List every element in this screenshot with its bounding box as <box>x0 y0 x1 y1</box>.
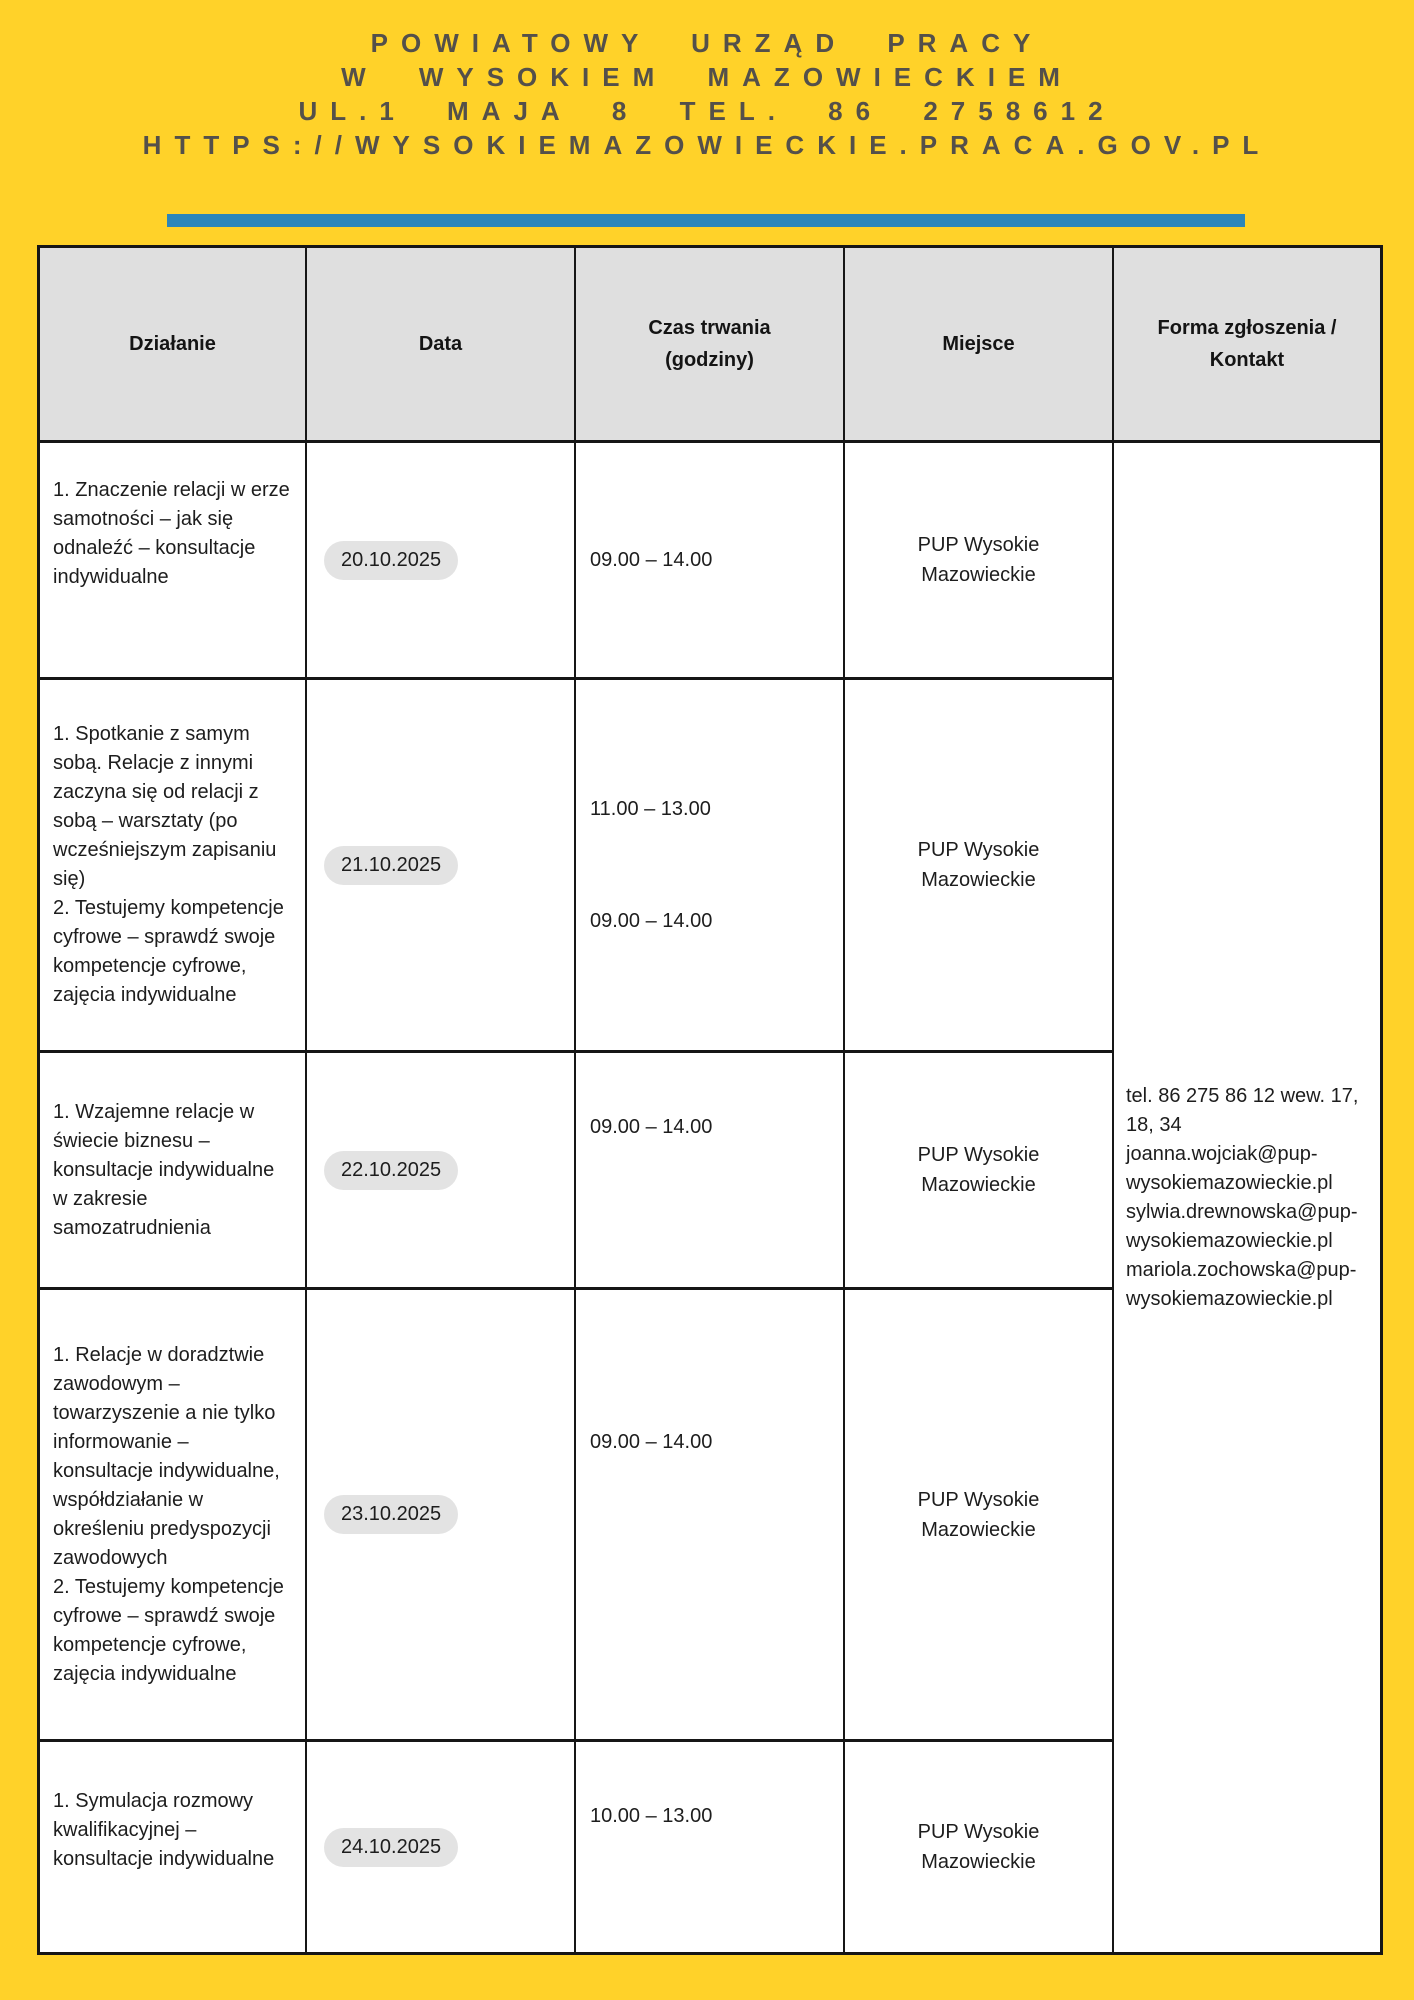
place-value: PUP Wysokie Mazowieckie <box>917 1488 1040 1541</box>
column-header-label: Działanie <box>129 333 216 355</box>
time-value: 09.00 – 14.00 <box>590 1115 713 1138</box>
time-stack <box>590 1113 843 1142</box>
time-value: 09.00 – 14.00 <box>590 548 713 571</box>
time-cell-row-4 <box>576 1290 845 1742</box>
column-header-miejsce <box>845 248 1114 443</box>
activity-text: 1. Wzajemne relacje w świecie biznesu – konsultacje indywidualne w zakresie samozatrudnienia <box>53 1100 275 1239</box>
masthead <box>0 26 1414 162</box>
place-cell-row-5 <box>845 1742 1114 1952</box>
date-pill: 22.10.2025 <box>324 1151 458 1190</box>
place-value: PUP Wysokie Mazowieckie <box>917 1144 1040 1196</box>
date-pill: 24.10.2025 <box>324 1828 458 1867</box>
activity-text: 1. Relacje w doradztwie zawodowym – towarzyszenie a nie tylko informowanie – konsultacje indywidualne, współdziałanie w określeniu predyspozycji zawodowych 2. Testujemy kompetencje cyfrowe – sprawdź swoje kompetencje cyfrowe, zajęcia indywidualne <box>53 1343 284 1685</box>
activity-cell-row-3 <box>40 1053 307 1290</box>
time-stack <box>590 795 843 936</box>
masthead-line-2: W WYSOKIEM MAZOWIECKIEM <box>341 62 1073 92</box>
column-header-czas-trwania <box>576 248 845 443</box>
contact-cell <box>1114 443 1380 1952</box>
contact-email-1: joanna.wojciak@pup-wysokiemazowieckie.pl <box>1126 1142 1333 1194</box>
masthead-line-1: POWIATOWY URZĄD PRACY <box>370 28 1044 58</box>
time-stack <box>590 1802 843 1831</box>
activity-cell-row-1 <box>40 443 307 680</box>
column-header-forma-zgloszenia <box>1114 248 1380 443</box>
contact-email-2: sylwia.drewnowska@pup-wysokiemazowieckie.pl <box>1126 1200 1358 1252</box>
column-header-dzialanie <box>40 248 307 443</box>
place-cell-row-4 <box>845 1290 1114 1742</box>
date-cell-row-3 <box>307 1053 576 1290</box>
date-cell-row-5 <box>307 1742 576 1952</box>
date-cell-row-2 <box>307 680 576 1053</box>
date-cell-row-1 <box>307 443 576 680</box>
time-value: 10.00 – 13.00 <box>590 1804 713 1827</box>
time-value: 11.00 – 13.00 <box>590 797 711 820</box>
activity-text: 1. Spotkanie z samym sobą. Relacje z innymi zaczyna się od relacji z sobą – warsztaty (po wcześniejszym zapisaniu się) 2. Testujemy kompetencje cyfrowe – sprawdź swoje kompetencje cyfrowe, zajęcia indywidualne <box>53 723 284 1006</box>
date-pill: 23.10.2025 <box>324 1495 458 1534</box>
activity-text: 1. Symulacja rozmowy kwalifikacyjnej – konsultacje indywidualne <box>53 1789 275 1870</box>
activity-text: 1. Znaczenie relacji w erze samotności – jak się odnaleźć – konsultacje indywidualne <box>53 479 290 588</box>
place-value: PUP Wysokie Mazowieckie <box>917 534 1040 586</box>
accent-bar <box>167 214 1245 227</box>
place-value: PUP Wysokie Mazowieckie <box>917 1821 1040 1873</box>
time-value: 09.00 – 14.00 <box>590 1431 713 1453</box>
contact-phone: tel. 86 275 86 12 wew. 17, 18, 34 <box>1126 1084 1359 1136</box>
contact-email-3: mariola.zochowska@pup-wysokiemazowieckie.pl <box>1126 1258 1357 1310</box>
column-header-label: Data <box>418 333 463 355</box>
time-stack <box>590 1428 843 1457</box>
place-cell-row-3 <box>845 1053 1114 1290</box>
time-cell-row-1 <box>576 443 845 680</box>
activity-cell-row-2 <box>40 680 307 1053</box>
place-cell-row-2 <box>845 680 1114 1053</box>
date-cell-row-4 <box>307 1290 576 1742</box>
column-header-label: Czas trwania (godziny) <box>648 317 771 371</box>
date-pill: 20.10.2025 <box>324 541 458 580</box>
column-header-label: Miejsce <box>942 333 1015 355</box>
date-pill: 21.10.2025 <box>324 846 458 885</box>
activity-cell-row-5 <box>40 1742 307 1952</box>
time-cell-row-5 <box>576 1742 845 1952</box>
schedule-table <box>37 245 1383 1955</box>
time-stack <box>590 546 843 575</box>
time-value: 09.00 – 14.00 <box>590 909 713 932</box>
activity-cell-row-4 <box>40 1290 307 1742</box>
masthead-line-3: UL.1 MAJA 8 TEL. 86 2758612 <box>298 96 1116 126</box>
place-value: PUP Wysokie Mazowieckie <box>917 839 1040 891</box>
masthead-line-4-url: HTTPS://WYSOKIEMAZOWIECKIE.PRACA.GOV.PL <box>142 130 1272 160</box>
time-cell-row-2 <box>576 680 845 1053</box>
column-header-data <box>307 248 576 443</box>
time-cell-row-3 <box>576 1053 845 1290</box>
place-cell-row-1 <box>845 443 1114 680</box>
column-header-label: Forma zgłoszenia / Kontakt <box>1157 317 1337 371</box>
